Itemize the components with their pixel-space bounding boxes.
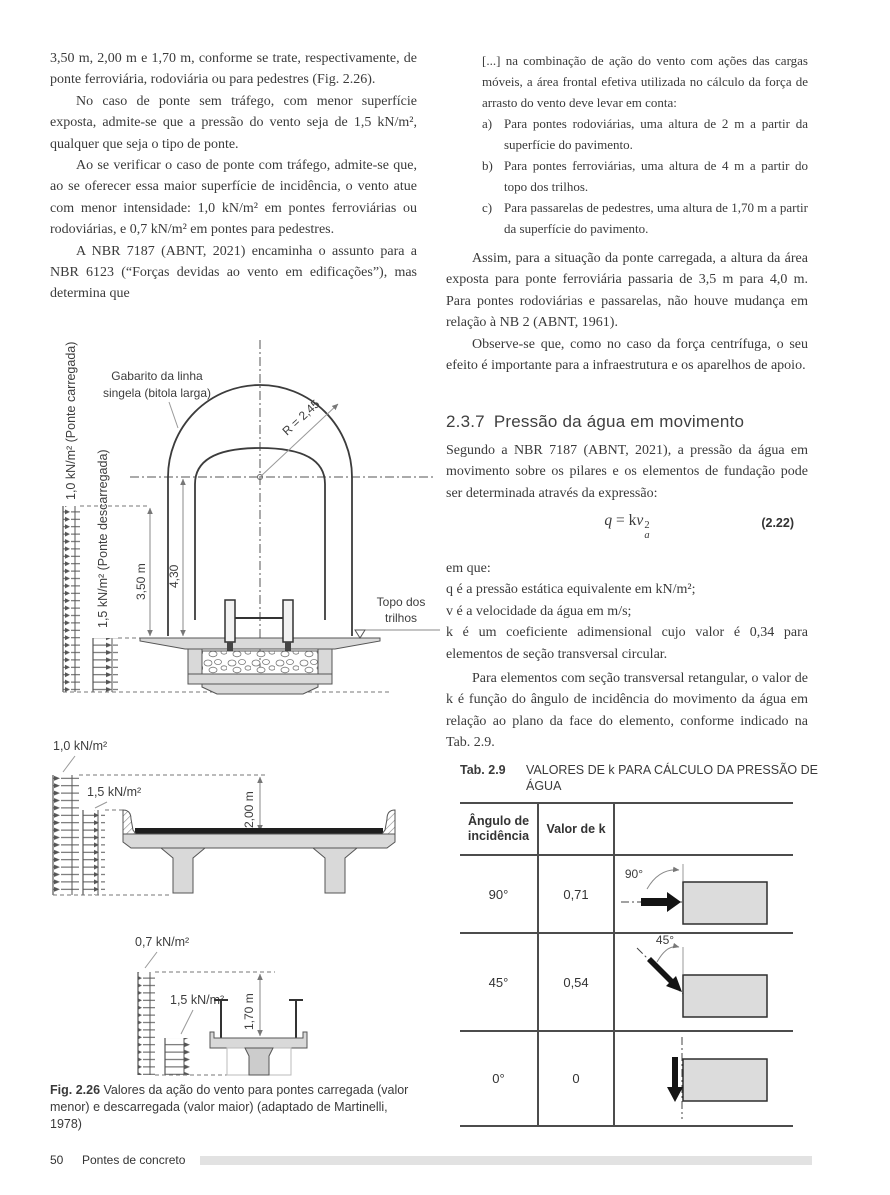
radius-label: R = 2,45 — [279, 396, 323, 439]
book-title: Pontes de concreto — [82, 1153, 186, 1167]
section-heading-2-3-7 — [446, 412, 808, 432]
gauge-label-line2: singela (bitola larga) — [102, 386, 212, 400]
cell-diagram-45 — [613, 932, 793, 1030]
ballast — [202, 651, 318, 674]
block-quote — [482, 50, 808, 239]
foot-loaded-label: 0,7 kN/m² — [135, 935, 190, 949]
dim-350-label: 3,50 m — [134, 563, 148, 600]
cell-angle-45: 45° — [460, 932, 537, 1030]
figure-caption — [50, 1082, 422, 1133]
quote-item-a — [482, 113, 808, 155]
dim-430-label: 4,30 — [167, 564, 181, 588]
equation-2-22 — [446, 512, 808, 542]
cell-k-071: 0,71 — [537, 854, 613, 932]
foot-unloaded-label: 1,5 kN/m² — [170, 993, 225, 1007]
road-loaded-label: 1,0 kN/m² — [53, 739, 108, 753]
rail-top-label-line2: trilhos — [384, 611, 418, 625]
cell-angle-0: 0° — [460, 1030, 537, 1125]
paragraph: Para elementos com seção transversal retangular, o valor de k é função do ângulo de incidência do movimento da água em relação ao plano da face do elemento, conforme indicado na Tab. 2.9. — [446, 671, 808, 751]
quote-item-marker: c) — [482, 200, 493, 215]
rail-loaded-label: 1,0 kN/m² (Ponte carregada) — [64, 341, 78, 500]
rail-top-label-line1: Topo dos — [376, 595, 426, 609]
column-header-angle: Ângulo de incidência — [460, 804, 537, 854]
rail-unloaded-label: 1,5 kN/m² (Ponte descarregada) — [96, 449, 110, 628]
railway-section-diagram — [63, 340, 440, 695]
flow-angle-45-diagram — [615, 934, 793, 1030]
cell-diagram-90 — [613, 854, 793, 932]
quote-item-marker: a) — [482, 116, 493, 131]
footbridge-diagram — [135, 935, 307, 1075]
paragraph: No caso de ponte sem tráfego, com menor superfície exposta, admite-se que a pressão do vento seja de 1,5 kN/m², qualquer que seja o tipo de ponte. — [50, 93, 417, 152]
wind-load-strip-loaded — [63, 506, 80, 692]
closing-paragraph-block — [446, 668, 808, 754]
column-header-diagram — [613, 804, 793, 854]
paragraph: A NBR 7187 (ABNT, 2021) encaminha o assunto para a NBR 6123 (“Forças devidas ao vento em edificações”), mas determina que — [50, 243, 417, 302]
section-number: 2.3.7 — [446, 412, 485, 431]
where-item-k: k é um coeficiente adimensional cujo valor é 0,34 para elementos de seção transversal circular. — [446, 625, 808, 662]
flow-angle-90-diagram — [615, 856, 793, 932]
section-title: Pressão da água em movimento — [493, 412, 745, 431]
right-column-paragraphs — [446, 248, 808, 376]
angle-label-90: 90° — [624, 867, 643, 881]
quote-item-text: Para pontes ferroviárias, uma altura de 4 m a partir do topo dos trilhos. — [504, 158, 808, 194]
road-bridge-diagram — [53, 739, 395, 895]
where-block — [446, 558, 808, 665]
paragraph: Assim, para a situação da ponte carregada, a altura da área exposta para ponte ferroviária passaria de 3,5 m para 4,0 m. Para pontes rodoviárias e passarelas, não houve mudança em relação à NB 2 (ABNT, 1961). — [446, 251, 808, 331]
gauge-label-line1: Gabarito da linha — [111, 369, 203, 383]
section-intro — [446, 440, 808, 504]
quote-item-b — [482, 155, 808, 197]
page-footer — [50, 1150, 840, 1170]
paragraph: 3,50 m, 2,00 m e 1,70 m, conforme se trate, respectivamente, de ponte ferroviária, rodoviária ou para pedestres (Fig. 2.26). — [50, 51, 417, 88]
table-title-text: VALORES DE k PARA CÁLCULO DA PRESSÃO DE ÁGUA — [526, 763, 818, 793]
left-column — [50, 48, 417, 305]
figure-caption-label: Fig. 2.26 — [50, 1083, 101, 1097]
figure-2-26-wind-loads — [35, 338, 445, 1082]
where-item-v: v é a velocidade da água em m/s; — [446, 603, 632, 619]
angle-label-45: 45° — [655, 934, 675, 947]
where-intro: em que: — [446, 561, 491, 576]
quote-item-text: Para passarelas de pedestres, uma altura de 1,70 m a partir da superfície do pavimento. — [504, 200, 808, 236]
equation-expression: q = kv 2 a — [604, 512, 650, 541]
quote-item-c — [482, 197, 808, 239]
page-number: 50 — [50, 1153, 64, 1167]
quote-item-text: Para pontes rodoviárias, uma altura de 2 m a partir da superfície do pavimento. — [504, 116, 808, 152]
table-title — [460, 762, 826, 794]
equation-number: (2.22) — [761, 516, 794, 530]
table-label: Tab. 2.9 — [460, 763, 506, 777]
flow-angle-0-diagram — [615, 1032, 793, 1125]
paragraph: Ao se verificar o caso de ponte com tráfego, admite-se que, ao se oferecer essa maior superfície de incidência, o vento atue com menor intensidade: 1,0 kN/m² em pontes ferroviárias ou rodoviárias, e 0,7 kN/m² em pontes para pedestres. — [50, 158, 417, 238]
road-unloaded-label: 1,5 kN/m² — [87, 785, 142, 799]
k-values-table — [460, 802, 793, 1127]
cell-k-0: 0 — [537, 1030, 613, 1125]
paragraph: Segundo a NBR 7187 (ABNT, 2021), a pressão da água em movimento sobre os pilares e os elementos de fundação pode ser determinada através da expressão: — [446, 443, 808, 501]
footer-bar — [200, 1156, 812, 1165]
cell-angle-90: 90° — [460, 854, 537, 932]
paragraph: Observe-se que, como no caso da força centrífuga, o seu efeito é importante para a infraestrutura e os aparelhos de apoio. — [446, 336, 808, 374]
dim-170-label: 1,70 m — [242, 993, 256, 1030]
wind-load-strip-unloaded — [93, 638, 118, 692]
figure-caption-text: Valores da ação do vento para pontes carregada (valor menor) e descarregada (valor maior) (adaptado de Martinelli, 1978) — [50, 1083, 409, 1131]
quote-intro: [...] na combinação de ação do vento com ações das cargas móveis, a área frontal efetiva utilizada no cálculo da força de arrasto do vento deve levar em conta: — [482, 53, 808, 110]
cell-diagram-0 — [613, 1030, 793, 1125]
quote-item-marker: b) — [482, 158, 493, 173]
dim-200-label: 2,00 m — [242, 791, 256, 828]
cell-k-054: 0,54 — [537, 932, 613, 1030]
where-item-q: q é a pressão estática equivalente em kN/m²; — [446, 582, 696, 598]
column-header-k: Valor de k — [537, 804, 613, 854]
